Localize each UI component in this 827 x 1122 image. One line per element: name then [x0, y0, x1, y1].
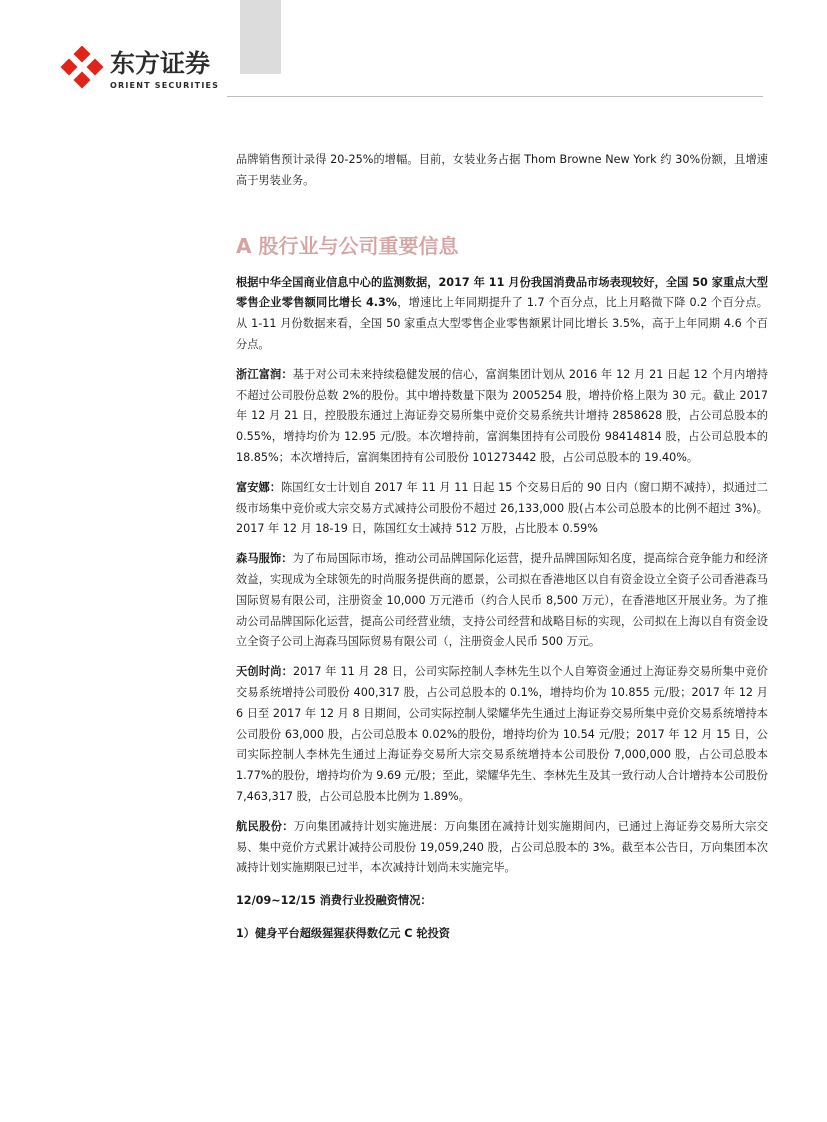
- company-news-tianchuang: [236, 662, 768, 808]
- company-news-text: 2017 年 11 月 28 日，公司实际控制人李林先生以个人自筹资金通过上海证券交易所集中竞价交易系统增持公司股份 400,317 股，占公司总股本的 0.1%，增持均价为 10.855 元/股；2017 年 12 月 6 日至 2017 年 12 月 8 日期间，公司实际控制人梁耀华先生通过上海证券交易所集中竞价交易系统增持本公司股份 63,000 股，占公司总股本 0.02%的股份，增持均价为 10.54 元/股；2017 年 12 月 15 日，公司实际控制人李林先生通过上海证券交易所大宗交易系统增持本公司股份 7,000,000 股，占公司总股本 1.77%的股份，增持均价为 9.69 元/股；至此，梁耀华先生、李林先生及其一致行动人合计增持本公司股份 7,463,317 股，占公司总股本比例为 1.89%。: [236, 665, 768, 803]
- company-name: 天创时尚：: [236, 665, 294, 679]
- company-news-hangmin: [236, 817, 768, 879]
- company-news-fuanna: [236, 478, 768, 540]
- company-name: 浙江富润：: [236, 367, 293, 381]
- section-title: A 股行业与公司重要信息: [236, 233, 459, 258]
- logo-diamond-icon: [60, 46, 104, 90]
- header-divider: [227, 96, 763, 97]
- company-name: 航民股份：: [236, 819, 294, 833]
- company-news-zhejiang-furun: [236, 365, 768, 469]
- financing-item: 1）健身平台超级猩猩获得数亿元 C 轮投资: [236, 926, 450, 940]
- financing-heading: 12/09~12/15 消费行业投融资情况：: [236, 894, 432, 908]
- paragraph-text: ，增速比上年同期提升了 1.7 个百分点，比上月略微下降 0.2 个百分点。从 1-11 月份数据来看，全国 50 家重点大型零售企业零售额累计同比增长 3.5%，高于上年同期 4.6 个百分点。: [236, 296, 768, 351]
- intro-paragraph: 品牌销售预计录得 20-25%的增幅。目前，女装业务占据 Thom Browne New York 约 30%份额，且增速高于男装业务。: [236, 153, 768, 187]
- company-name: 富安娜：: [236, 480, 281, 494]
- paragraph-lead: 根据中华全国商业信息中心的监测数据，2017 年 11 月份我国消费品市场表现较好，全国 50 家重点大型零售企业零售额同比增长 4.3%: [236, 275, 768, 310]
- company-news-text: 陈国红女士计划自 2017 年 11 月 11 日起 15 个交易日后的 90 日内（窗口期不减持），拟通过二级市场集中竞价或大宗交易方式减持公司股份不超过 26,133,000 股(占本公司总股本的比例不超过 3%)。2017 年 12 月 18-19 日，陈国红女士减持 512 万股，占比股本 0.59%: [236, 480, 768, 536]
- logo-english-name: ORIENT SECURITIES: [110, 81, 220, 90]
- retail-data-paragraph: [236, 273, 768, 356]
- company-news-semir: [236, 549, 768, 653]
- company-news-text: 基于对公司未来持续稳健发展的信心，富润集团计划从 2016 年 12 月 21 日起 12 个月内增持不超过公司股份总数 2%的股份。其中增持数量下限为 2005254 股，增持价格上限为 30 元。截止 2017 年 12 月 21 日，控股股东通过上海证券交易所集中竞价交易系统共计增持 2858628 股，占公司总股本的 0.55%，增持均价为 12.95 元/股。本次增持前，富润集团持有公司股份 98414814 股，占公司总股本的 18.85%；本次增持后，富润集团持有公司股份 101273442 股，占公司总股本的 19.40%。: [236, 367, 768, 464]
- logo-chinese-name: 东方证券: [110, 49, 211, 78]
- company-name: 森马服饰：: [236, 552, 293, 566]
- report-body: [236, 150, 768, 945]
- company-news-text: 万向集团减持计划实施进展：万向集团在减持计划实施期间内，已通过上海证券交易所大宗交易、集中竞价方式累计减持公司股份 19,059,240 股，占公司总股本的 3%。截至本公告日，万向集团本次减持计划实施期限已过半，本次减持计划尚未实施完毕。: [236, 819, 768, 875]
- header-gray-bar: [240, 0, 281, 74]
- company-news-text: 为了布局国际市场，推动公司品牌国际化运营，提升品牌国际知名度，提高综合竞争能力和经济效益，实现成为全球领先的时尚服务提供商的愿景，公司拟在香港地区以自有资金设立全资子公司香港森马国际贸易有限公司，注册资金 10,000 万元港币（约合人民币 8,500 万元），在香港地区开展业务。为了推动公司品牌国际化运营，提高公司经营业绩，支持公司经营和战略目标的实现，公司拟在上海以自有资金设立全资子公司上海森马国际贸易有限公司（，注册资金人民币 500 万元。: [236, 552, 768, 649]
- orient-securities-logo: [60, 46, 240, 96]
